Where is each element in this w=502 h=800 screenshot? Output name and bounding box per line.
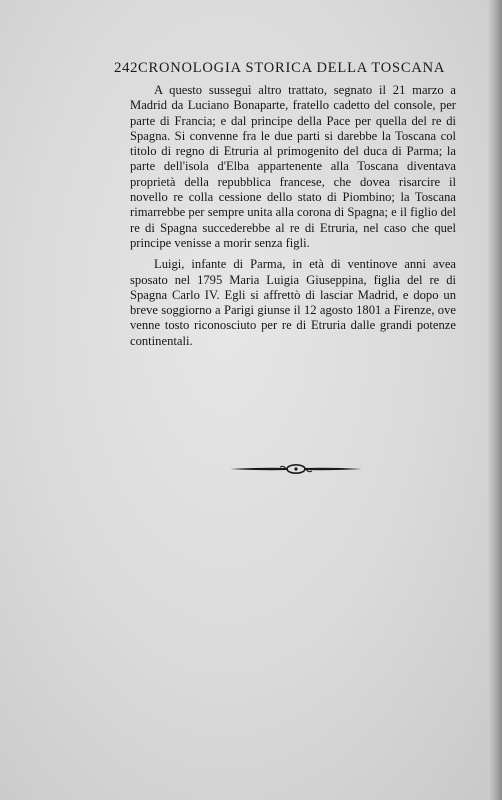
page-edge-shadow xyxy=(488,0,502,800)
body-text xyxy=(130,83,456,355)
ornament-svg xyxy=(228,462,364,476)
tailpiece-ornament-icon xyxy=(228,462,364,476)
page-header xyxy=(114,60,446,77)
paragraph-treaty: A questo susseguì altro trattato, segnato il 21 marzo a Madrid da Luciano Bonaparte, fratello cadetto del console, per parte di Francia; e dal principe della Pace per quella del re di Spagna. Si convenne fra le due parti si darebbe la Toscana col titolo di regno di Etruria al primogenito del duca di Parma; la parte dell'isola d'Elba appartenente alla Toscana diventava proprietà della repubblica francese, che dovea risarcire il novello re colla cessione dello stato di Piombino; la Toscana rimarrebbe per sempre unita alla corona di Spagna; e il figlio del re di Spagna succederebbe al re di Etruria, nel caso che quel principe venisse a morir senza figli. xyxy=(130,83,456,250)
page-number: 242 xyxy=(114,60,138,76)
ornament-left-rule xyxy=(230,468,288,470)
ornament-center-dot xyxy=(294,467,297,470)
running-head: CRONOLOGIA STORICA DELLA TOSCANA xyxy=(138,60,446,76)
ornament-right-rule xyxy=(304,468,362,470)
paragraph-luigi: Luigi, infante di Parma, in età di ventinove anni avea sposato nel 1795 Maria Luigia Giuseppina, figlia del re di Spagna Carlo IV. Egli si affrettò di lasciar Madrid, e dopo un breve soggiorno a Parigi giunse il 12 agosto 1801 a Firenze, ove venne tosto riconosciuto per re di Etruria dalle grandi potenze continentali. xyxy=(130,257,456,348)
